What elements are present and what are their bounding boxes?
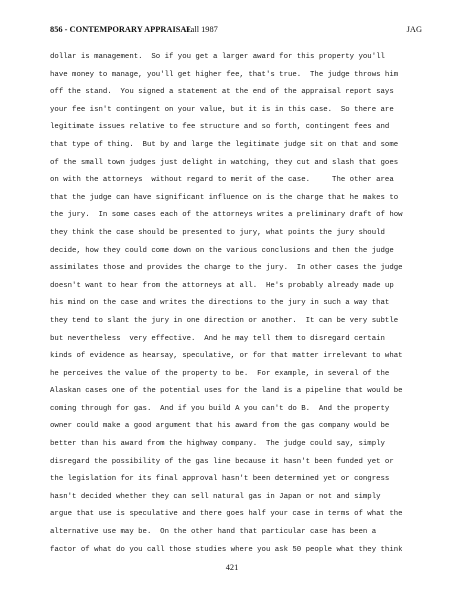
body-line: they think the case should be presented to jury, what points the jury should (50, 228, 385, 237)
body-line: Alaskan cases one of the potential uses for the land is a pipeline that would be (50, 387, 403, 396)
page-number: 421 (225, 563, 239, 572)
journal-title: 856 - CONTEMPORARY APPRAISAL (50, 25, 193, 34)
body-line: the legislation for its final approval hasn't been determined yet or congress (50, 475, 390, 484)
body-line: that type of thing. But by and large the legitimate judge sit on that and some (50, 140, 399, 149)
body-line: your fee isn't contingent on your value, but it is in this case. So there are (50, 105, 394, 114)
body-line: assimilates those and provides the charge to the jury. In other cases the judge (50, 264, 403, 273)
body-line: but nevertheless very effective. And he may tell them to disregard certain (50, 334, 385, 343)
body-line: alternative use may be. On the other hand that particular case has been a (50, 528, 377, 537)
body-line: disregard the possibility of the gas line because it hasn't been funded yet or (50, 457, 394, 466)
body-line: hasn't decided whether they can sell natural gas in Japan or not and simply (50, 492, 381, 501)
body-line: they tend to slant the jury in one direction or another. It can be very subtle (50, 316, 399, 325)
body-line: dollar is management. So if you get a larger award for this property you'll (50, 53, 385, 61)
issue-date: Fall 1987 (186, 25, 218, 34)
body-line: off the stand. You signed a statement at the end of the appraisal report says (50, 88, 394, 97)
body-line: argue that use is speculative and there goes half your case in terms of what the (50, 510, 403, 519)
transcript-body (50, 49, 430, 559)
author-initials: JAG (406, 25, 422, 34)
body-line: of the small town judges just delight in watching, they cut and slash that goes (50, 158, 399, 167)
body-line: that the judge can have significant influence on is the charge that he makes to (50, 193, 399, 202)
body-line: legitimate issues relative to fee structure and so forth, contingent fees and (50, 123, 390, 132)
body-line: the jury. In some cases each of the attorneys writes a preliminary draft of how (50, 211, 403, 220)
body-line: doesn't want to hear from the attorneys at all. He's probably already made up (50, 281, 394, 290)
body-line: decide, how they could come down on the various conclusions and then the judge (50, 246, 394, 255)
body-line: factor of what do you call those studies where you ask 50 people what they think (50, 545, 403, 554)
running-header (50, 24, 422, 36)
body-line: on with the attorneys without regard to merit of the case. The other area (50, 176, 394, 185)
body-line: kinds of evidence as hearsay, speculative, or for that matter irrelevant to what (50, 352, 403, 361)
body-line: his mind on the case and writes the directions to the jury in such a way that (50, 299, 390, 308)
body-line: owner could make a good argument that his award from the gas company would be (50, 422, 390, 431)
body-line: he perceives the value of the property to be. For example, in several of the (50, 369, 390, 378)
body-line: have money to manage, you'll get higher fee, that's true. The judge throws him (50, 70, 399, 79)
body-line: coming through for gas. And if you build A you can't do B. And the property (50, 404, 390, 413)
body-line: better than his award from the highway company. The judge could say, simply (50, 440, 385, 449)
